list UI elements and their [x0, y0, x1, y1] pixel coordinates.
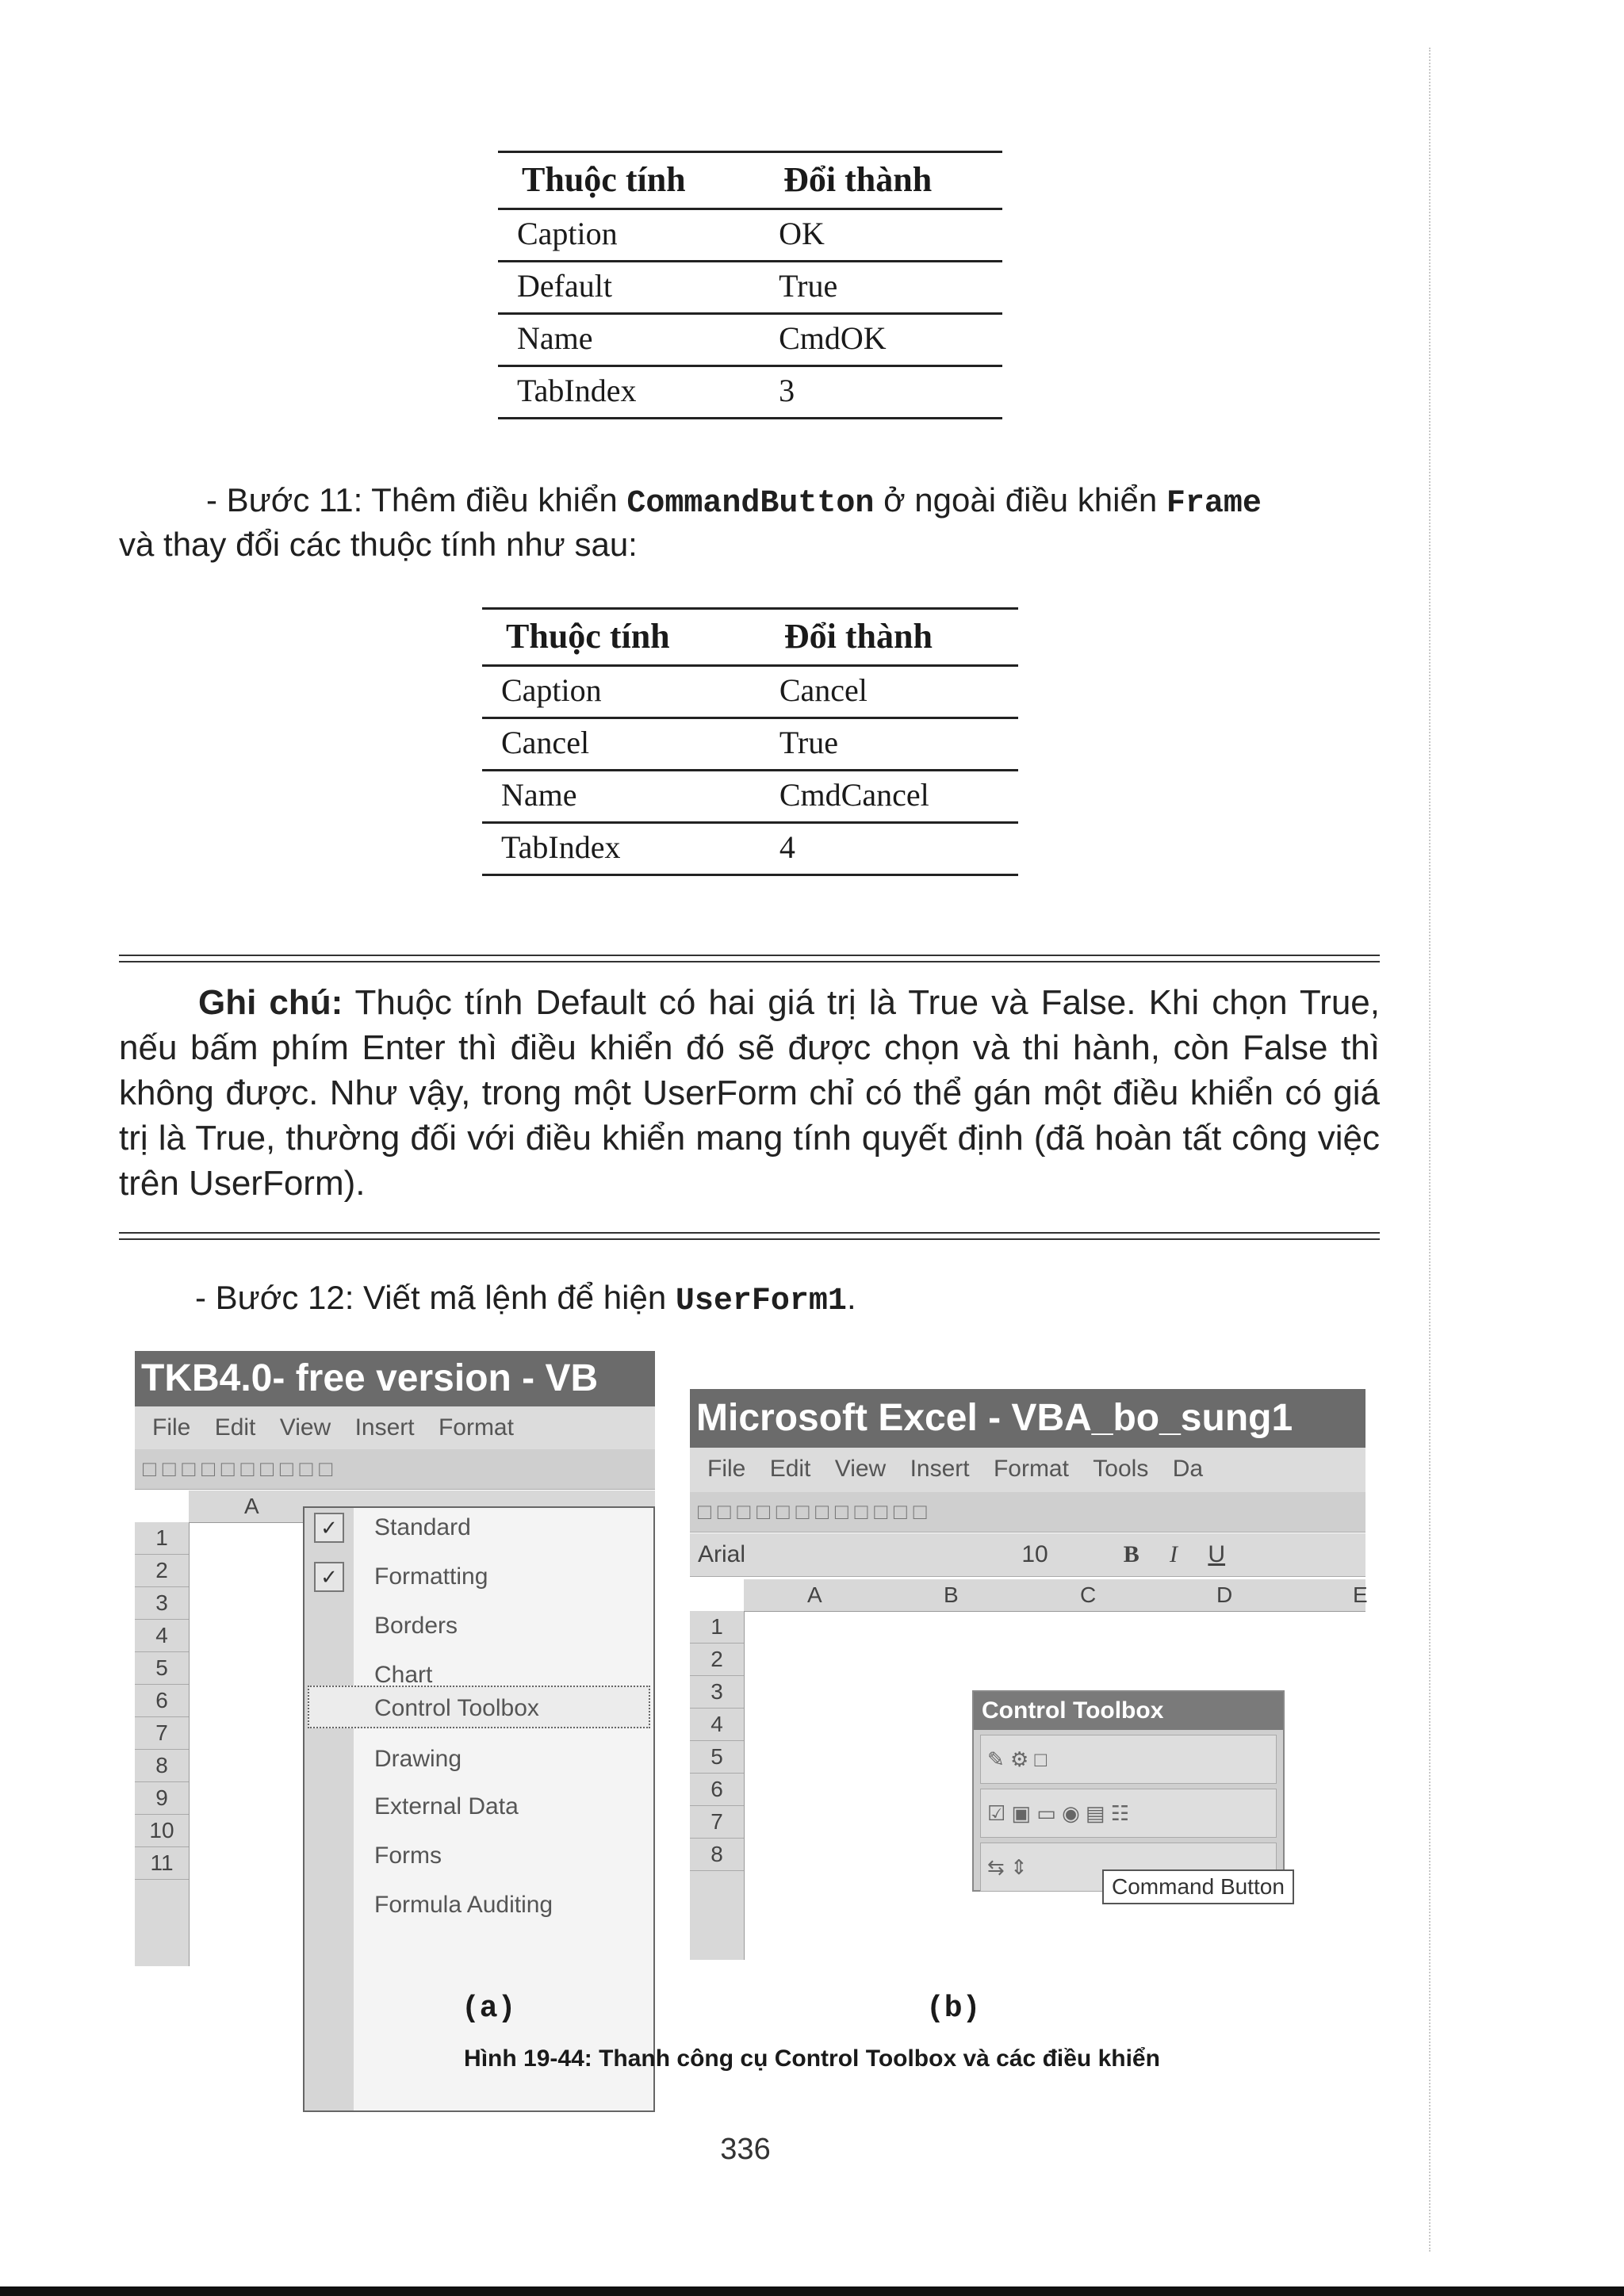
- column-a[interactable]: A: [244, 1494, 259, 1518]
- row-header[interactable]: 8: [135, 1750, 189, 1782]
- table-row: [482, 718, 1018, 771]
- menu-tools[interactable]: Tools: [1093, 1456, 1149, 1482]
- row-header[interactable]: 6: [135, 1685, 189, 1717]
- page-number: 336: [720, 2133, 771, 2166]
- property-name-cell: Caption: [482, 666, 760, 718]
- menu-file[interactable]: File: [152, 1414, 191, 1441]
- label-a: (a): [462, 1992, 516, 2026]
- row-header[interactable]: 7: [135, 1717, 189, 1750]
- menu-format[interactable]: Format: [993, 1456, 1069, 1482]
- standard-toolbar[interactable]: □ □ □ □ □ □ □ □ □ □ □ □: [690, 1492, 1365, 1533]
- header-property: Thuộc tính: [482, 609, 760, 666]
- column-header-cell[interactable]: D: [1216, 1582, 1233, 1607]
- note-box: [119, 980, 1380, 1206]
- toolbox-row-more[interactable]: ⇆ ⇕: [980, 1843, 1277, 1892]
- standard-toolbar[interactable]: □ □ □ □ □ □ □ □ □ □: [135, 1449, 655, 1490]
- menu-edit[interactable]: Edit: [769, 1456, 811, 1482]
- menu-item[interactable]: Drawing: [374, 1746, 462, 1772]
- menu-format[interactable]: Format: [438, 1414, 514, 1441]
- property-table-cancel: [482, 607, 1018, 876]
- property-table-ok: [498, 151, 1002, 419]
- property-value-cell: True: [760, 718, 1018, 771]
- step-12: [195, 1276, 856, 1323]
- column-header-cell[interactable]: C: [1080, 1582, 1097, 1607]
- toolbox-title[interactable]: Control Toolbox: [974, 1692, 1283, 1730]
- table-row: [498, 314, 1002, 366]
- property-name-cell: Caption: [498, 209, 760, 262]
- property-value-cell: 3: [760, 366, 1002, 419]
- header-new-value: Đổi thành: [760, 152, 1002, 209]
- scan-edge: [1429, 48, 1431, 2252]
- note-label: Ghi chú:: [198, 983, 343, 1022]
- toolbox-row-controls[interactable]: ☑ ▣ ▭ ◉ ▤ ☷: [980, 1789, 1277, 1838]
- menu-view[interactable]: View: [834, 1456, 887, 1482]
- menu-item[interactable]: External Data: [374, 1793, 519, 1820]
- table-row: [498, 366, 1002, 419]
- column-header-cell[interactable]: A: [807, 1582, 822, 1607]
- screenshot-b: [690, 1389, 1368, 1958]
- property-value-cell: 4: [760, 823, 1018, 875]
- screenshot-a: [135, 1351, 655, 1958]
- menu-data[interactable]: Da: [1172, 1456, 1204, 1482]
- font-name-box[interactable]: Arial: [698, 1541, 746, 1567]
- column-header-cell[interactable]: E: [1353, 1582, 1368, 1607]
- command-button-tooltip: Command Button: [1102, 1869, 1294, 1904]
- column-header-cell[interactable]: B: [944, 1582, 959, 1607]
- property-value-cell: CmdCancel: [760, 771, 1018, 823]
- column-header: [744, 1579, 1368, 1612]
- menu-item[interactable]: Chart: [374, 1662, 433, 1688]
- row-headers: [690, 1611, 745, 1960]
- label-b: (b): [926, 1992, 981, 2026]
- formatting-toolbar: [690, 1533, 1365, 1577]
- table-row: [498, 209, 1002, 262]
- code-userform1: UserForm1: [675, 1284, 847, 1319]
- code-frame: Frame: [1166, 486, 1262, 522]
- check-icon: ✓: [314, 1562, 344, 1592]
- italic-button[interactable]: I: [1170, 1541, 1178, 1567]
- menu-item[interactable]: Borders: [374, 1613, 458, 1639]
- row-header[interactable]: 6: [690, 1774, 744, 1806]
- menu-insert[interactable]: Insert: [354, 1414, 415, 1441]
- scan-border: [0, 2286, 1624, 2296]
- menu-file[interactable]: File: [707, 1456, 746, 1482]
- header-new-value: Đổi thành: [760, 609, 1018, 666]
- table-row: [482, 666, 1018, 718]
- table-row: [482, 823, 1018, 875]
- property-name-cell: TabIndex: [482, 823, 760, 875]
- row-header[interactable]: 8: [690, 1839, 744, 1871]
- row-header[interactable]: 2: [135, 1555, 189, 1587]
- row-header[interactable]: 7: [690, 1806, 744, 1839]
- property-name-cell: TabIndex: [498, 366, 760, 419]
- step-12-text: - Bước 12: Viết mã lệnh để hiện: [195, 1279, 676, 1316]
- code-commandbutton: CommandButton: [626, 486, 875, 522]
- menu-bar: [690, 1448, 1365, 1492]
- note-rule-top: [119, 955, 1380, 962]
- property-value-cell: True: [760, 262, 1002, 314]
- menu-view[interactable]: View: [279, 1414, 331, 1441]
- row-header[interactable]: 1: [690, 1611, 744, 1644]
- row-header[interactable]: 3: [690, 1676, 744, 1709]
- menu-item[interactable]: Control Toolbox: [374, 1695, 539, 1721]
- menu-item[interactable]: Standard: [374, 1514, 471, 1540]
- underline-button[interactable]: U: [1208, 1541, 1226, 1567]
- note-rule-bottom: [119, 1232, 1380, 1240]
- row-header[interactable]: 9: [135, 1782, 189, 1815]
- bold-button[interactable]: B: [1123, 1541, 1139, 1567]
- control-toolbox: [972, 1690, 1285, 1892]
- row-headers: [135, 1522, 190, 1966]
- menu-gutter: [304, 1508, 354, 2110]
- row-header[interactable]: 10: [135, 1815, 189, 1847]
- window-title: Microsoft Excel - VBA_bo_sung1: [690, 1389, 1365, 1448]
- header-property: Thuộc tính: [498, 152, 760, 209]
- step-11-line2: và thay đổi các thuộc tính như sau:: [119, 526, 638, 563]
- property-name-cell: Name: [498, 314, 760, 366]
- menu-insert[interactable]: Insert: [910, 1456, 970, 1482]
- menu-item[interactable]: Formatting: [374, 1563, 488, 1590]
- menu-edit[interactable]: Edit: [214, 1414, 256, 1441]
- check-icon: ✓: [314, 1513, 344, 1543]
- toolbox-row-design[interactable]: ✎ ⚙ □: [980, 1735, 1277, 1784]
- row-header[interactable]: 4: [135, 1620, 189, 1652]
- row-header[interactable]: 4: [690, 1709, 744, 1741]
- step-11-line1: [206, 479, 1262, 526]
- note-text: Thuộc tính Default có hai giá trị là True và False. Khi chọn True, nếu bấm phím Enter thì điều khiển đó sẽ được chọn và thi hành, còn False thì không được. Như vậy, trong một UserForm chỉ có thể gán một điều khiển có giá trị là True, thường đối với điều khiển mang tính quyết định (đã hoàn tất công việc trên UserForm).: [119, 983, 1380, 1203]
- menu-bar: [135, 1406, 655, 1449]
- table-row: [482, 771, 1018, 823]
- property-value-cell: Cancel: [760, 666, 1018, 718]
- property-name-cell: Default: [498, 262, 760, 314]
- row-header[interactable]: 11: [135, 1847, 189, 1880]
- step-11-text-mid: ở ngoài điều khiển: [874, 481, 1166, 519]
- property-value-cell: CmdOK: [760, 314, 1002, 366]
- row-header[interactable]: 2: [690, 1644, 744, 1676]
- menu-item[interactable]: Formula Auditing: [374, 1892, 553, 1918]
- step-11-text: - Bước 11: Thêm điều khiển: [206, 481, 627, 519]
- menu-item[interactable]: Forms: [374, 1843, 442, 1869]
- font-size-box[interactable]: 10: [1021, 1541, 1048, 1567]
- property-name-cell: Cancel: [482, 718, 760, 771]
- row-header[interactable]: 5: [690, 1741, 744, 1774]
- property-name-cell: Name: [482, 771, 760, 823]
- row-header[interactable]: 5: [135, 1652, 189, 1685]
- property-value-cell: OK: [760, 209, 1002, 262]
- figure-caption: Hình 19-44: Thanh công cụ Control Toolbox và các điều khiển: [464, 2045, 1160, 2072]
- window-title: TKB4.0- free version - VB: [135, 1351, 655, 1406]
- row-header[interactable]: 1: [135, 1522, 189, 1555]
- row-header[interactable]: 3: [135, 1587, 189, 1620]
- step-12-suffix: .: [846, 1279, 856, 1316]
- table-row: [498, 262, 1002, 314]
